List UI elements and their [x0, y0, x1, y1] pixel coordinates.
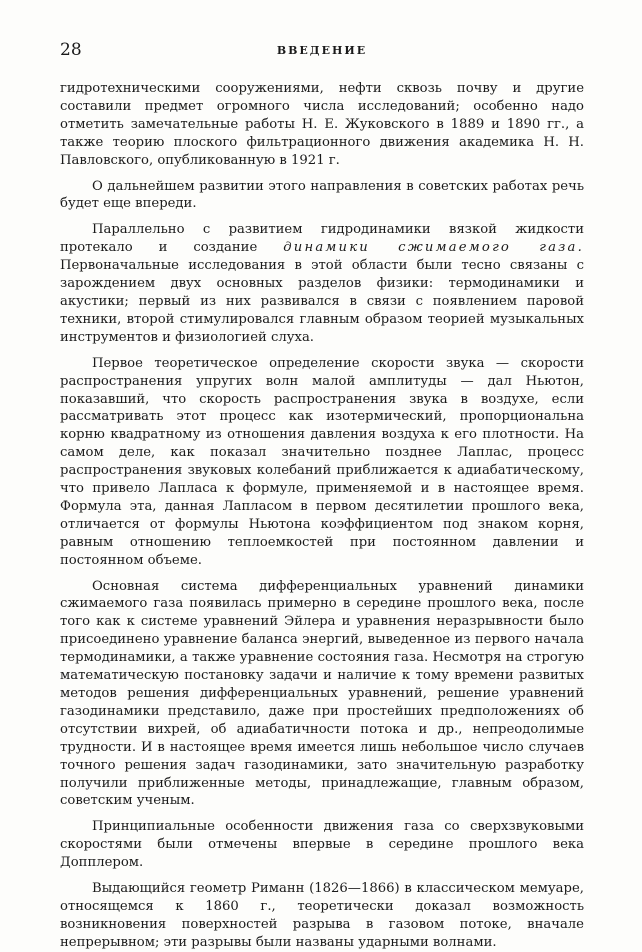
page-header: [60, 40, 584, 60]
paragraph-4: Первое теоретическое определение скорости звука — скорости распространения упругих волн малой амплитуды — дал Ньютон, показавший, что скорость распространения звука в воздухе, если рассматривать этот процесс как изотермический, пропорциональна корню квадратному из отношения давления воздуха к его плотности. На самом деле, как показал значительно позднее Лаплас, процесс распространения звуковых колебаний приближается к адиабатическому, что привело Лапласа к формуле, применяемой и в настоящее время. Формула эта, данная Лапласом в первом десятилетии прошлого века, отличается от формулы Ньютона коэффициентом под знаком корня, равным отношению теплоемкостей при постоянном давлении и постоянном объеме.: [60, 355, 584, 568]
paragraph-3-start: Параллельно с развитием гидродинамики вязкой жидкости протекало и создание: [60, 222, 584, 256]
paragraph-3: [60, 221, 584, 346]
paragraph-2: О дальнейшем развитии этого направления в советских работах речь будет еще впереди.: [60, 178, 584, 212]
paragraph-3-end: Первоначальные исследования в этой области были тесно связаны с зарождением двух основных разделов физики: термодинамики и акустики; первый из них развивался в связи с появлением паровой техники, второй стимулировался главным образом теорией музыкальных инструментов и физиологией слуха.: [60, 258, 584, 345]
page-number: 28: [60, 40, 82, 60]
paragraph-1: гидротехническими сооружениями, нефти сквозь почву и другие составили предмет огромного числа исследований; особенно надо отметить замечательные работы Н. Е. Жуковского в 1889 и 1890 гг., а также теорию плоского фильтрационного движения академика Н. Н. Павловского, опубликованную в 1921 г.: [60, 81, 584, 168]
body-text: [60, 80, 584, 952]
paragraph-5: Основная система дифференциальных уравнений динамики сжимаемого газа появилась примерно в середине прошлого века, после того как к системе уравнений Эйлера и уравнения неразрывности было присоединено уравнение баланса энергий, выведенное из первого начала термодинамики, а также уравнение состояния газа. Несмотря на строгую математическую постановку задачи и наличие к тому времени развитых методов решения дифференциальных уравнений, решение уравнений газодинамики представило, даже при простейших предположениях об отсутствии вихрей, об адиабатичности потока и др., непреодолимые трудности. И в настоящее время имеется лишь небольшое число случаев точного решения задач газодинамики, зато значительную разработку получили приближенные методы, принадлежащие, главным образом, советским ученым.: [60, 578, 584, 809]
running-head: ВВЕДЕНИЕ: [276, 44, 368, 57]
paragraph-7: Выдающийся геометр Риманн (1826—1866) в классическом мемуаре, относящемся к 1860 г., теоретически доказал возможность возникновения поверхностей разрыва в газовом потоке, вначале непрерывном; эти разрывы были названы ударными волнами.: [60, 881, 584, 950]
paragraph-6: Принципиальные особенности движения газа со сверхзвуковыми скоростями были отмечены впервые в середине прошлого века Допплером.: [60, 819, 584, 871]
emphasized-term: динамики сжимаемого газа.: [283, 240, 584, 256]
